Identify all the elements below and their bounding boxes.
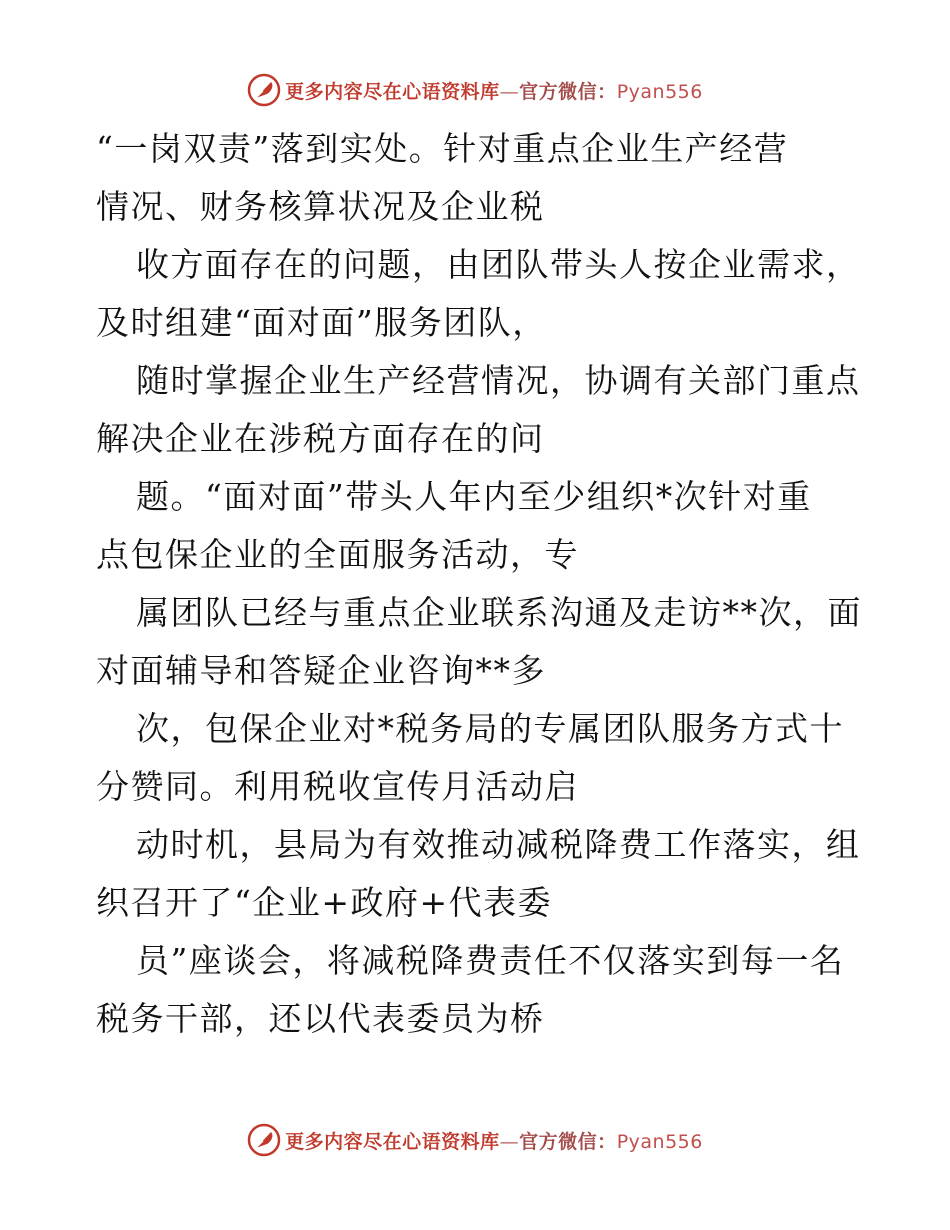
footer-banner-wechat-label: 官方微信： <box>519 1130 617 1153</box>
footer-banner <box>0 1120 950 1160</box>
body-line: 题。“面对面”带头人年内至少组织*次针对重 <box>136 477 812 516</box>
body-line: 收方面存在的问题，由团队带头人按企业需求， <box>136 245 861 284</box>
feather-pen-logo-icon <box>247 73 281 107</box>
header-banner-wechat-id: Pyan556 <box>616 80 703 103</box>
body-line: 员”座谈会，将减税降费责任不仅落实到每一名 <box>136 941 845 980</box>
body-line: 次，包保企业对*税务局的专属团队服务方式十 <box>136 709 844 748</box>
body-line: 属团队已经与重点企业联系沟通及走访**次，面 <box>136 593 862 632</box>
body-line: 对面辅导和答疑企业咨询**多 <box>96 651 546 690</box>
body-line: 织召开了“企业+政府+代表委 <box>96 883 553 922</box>
body-line: 分赞同。利用税收宣传月活动启 <box>96 767 579 806</box>
header-banner-separator: — <box>499 80 520 103</box>
feather-pen-logo-icon <box>247 1123 281 1157</box>
footer-banner-text <box>285 1127 703 1154</box>
body-line: 点包保企业的全面服务活动，专 <box>96 535 579 574</box>
footer-banner-wechat-id: Pyan556 <box>616 1130 703 1153</box>
footer-banner-main: 更多内容尽在心语资料库 <box>285 1130 500 1153</box>
document-body <box>96 120 862 1048</box>
header-banner-text <box>285 77 703 104</box>
header-banner <box>0 70 950 110</box>
body-line: 及时组建“面对面”服务团队， <box>96 303 547 342</box>
body-line: 动时机，县局为有效推动减税降费工作落实，组 <box>136 825 861 864</box>
footer-banner-separator: — <box>499 1130 520 1153</box>
body-line: 随时掌握企业生产经营情况，协调有关部门重点 <box>136 361 861 400</box>
body-line: 税务干部，还以代表委员为桥 <box>96 999 545 1038</box>
header-banner-wechat-label: 官方微信： <box>519 80 617 103</box>
header-banner-main: 更多内容尽在心语资料库 <box>285 80 500 103</box>
body-line: 情况、财务核算状况及企业税 <box>96 187 545 226</box>
body-line: 解决企业在涉税方面存在的问 <box>96 419 545 458</box>
body-line: “一岗双责”落到实处。针对重点企业生产经营 <box>96 129 789 168</box>
